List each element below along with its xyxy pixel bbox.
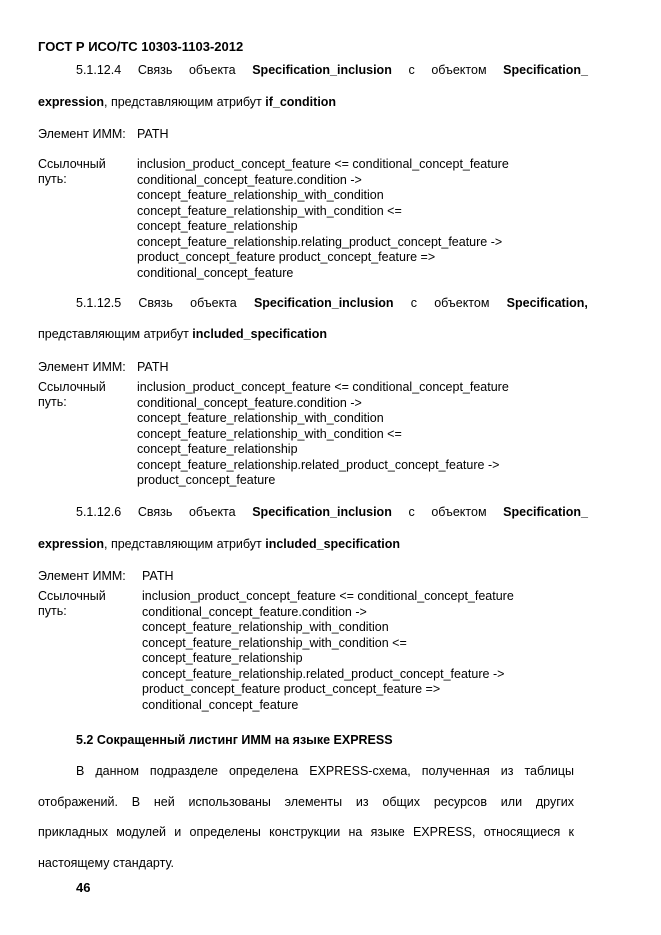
path-line: inclusion_product_concept_feature <= conditional_concept_feature bbox=[142, 589, 514, 603]
entity-name: Specification_ bbox=[503, 63, 588, 77]
ref-label: путь: bbox=[38, 172, 67, 186]
path-line: concept_feature_relationship_with_condition bbox=[137, 411, 384, 425]
path-line: concept_feature_relationship bbox=[137, 442, 298, 456]
title-text: , представляющим атрибут bbox=[104, 537, 266, 551]
paragraph-line bbox=[76, 764, 574, 778]
attribute-name: included_specification bbox=[192, 327, 328, 341]
paragraph-line bbox=[38, 856, 174, 870]
title-word: Связь bbox=[137, 63, 173, 77]
entity-name: Specification_ bbox=[503, 505, 588, 519]
ref-label: путь: bbox=[38, 395, 67, 409]
page-number: 46 bbox=[76, 880, 91, 895]
paragraph-text: прикладных модулей и определены конструкции на языке EXPRESS, относящиеся к bbox=[38, 825, 574, 839]
path-line: product_concept_feature bbox=[137, 473, 276, 487]
path-line: product_concept_feature product_concept_feature => bbox=[142, 682, 441, 696]
section-3-title-line-2 bbox=[38, 537, 400, 551]
paragraph-text: настоящему стандарту. bbox=[38, 856, 174, 870]
reference-path bbox=[142, 589, 514, 713]
title-text: , представляющим атрибут bbox=[104, 95, 266, 109]
section-2-title-line-2 bbox=[38, 327, 327, 341]
paragraph-line bbox=[38, 825, 574, 839]
entity-name: Specification_inclusion bbox=[253, 296, 394, 310]
reference-path bbox=[137, 380, 509, 489]
path-line: conditional_concept_feature bbox=[137, 265, 294, 280]
entity-name: Specification_inclusion bbox=[252, 505, 392, 519]
path-line: concept_feature_relationship_with_condition bbox=[142, 620, 389, 634]
entity-name: expression bbox=[38, 537, 105, 551]
path-line: conditional_concept_feature bbox=[142, 697, 299, 712]
path-line: product_concept_feature product_concept_feature => bbox=[137, 250, 436, 264]
ref-label: Ссылочный bbox=[38, 589, 106, 603]
title-word: объекта bbox=[190, 296, 237, 310]
title-word: с bbox=[408, 505, 415, 519]
ref-label: путь: bbox=[38, 604, 67, 618]
element-label: Элемент ИММ: bbox=[38, 569, 126, 583]
entity-name: Specification, bbox=[506, 296, 588, 310]
paragraph-text: В данном подразделе определена EXPRESS-схема, полученная из таблицы bbox=[76, 764, 574, 778]
element-value: PATH bbox=[137, 127, 169, 141]
title-word: Связь bbox=[137, 505, 173, 519]
section-1-title-line bbox=[76, 63, 588, 77]
title-word: объектом bbox=[431, 505, 487, 519]
path-line: concept_feature_relationship_with_condition <= bbox=[137, 203, 402, 218]
entity-name: expression bbox=[38, 95, 105, 109]
title-word: объектом bbox=[434, 296, 490, 310]
reference-path bbox=[137, 157, 509, 281]
path-line: conditional_concept_feature.condition -> bbox=[142, 604, 367, 619]
path-line: conditional_concept_feature.condition -> bbox=[137, 395, 362, 410]
section-number: 5.1.12.5 bbox=[76, 296, 122, 310]
element-value: PATH bbox=[137, 360, 169, 374]
paragraph-line bbox=[38, 795, 574, 809]
title-word: с bbox=[410, 296, 418, 310]
title-word: объекта bbox=[188, 505, 236, 519]
section-3-title-line bbox=[76, 505, 588, 519]
element-label: Элемент ИММ: bbox=[38, 360, 126, 374]
path-line: inclusion_product_concept_feature <= conditional_concept_feature bbox=[137, 380, 509, 394]
element-value: PATH bbox=[142, 569, 174, 583]
path-line: concept_feature_relationship_with_condition <= bbox=[142, 635, 407, 650]
section-number: 5.1.12.4 bbox=[76, 63, 122, 77]
path-line: concept_feature_relationship bbox=[142, 651, 303, 665]
title-word: Связь bbox=[138, 296, 173, 310]
path-line: concept_feature_relationship bbox=[137, 219, 298, 233]
path-line: concept_feature_relationship.related_product_concept_feature -> bbox=[142, 666, 505, 681]
title-word: объектом bbox=[431, 63, 487, 77]
section-2-title-line bbox=[76, 296, 588, 310]
title-word: с bbox=[408, 63, 415, 77]
section-number: 5.1.12.6 bbox=[76, 505, 122, 519]
section-1-title-line-2 bbox=[38, 95, 336, 109]
path-line: concept_feature_relationship_with_condition <= bbox=[137, 426, 402, 441]
element-label: Элемент ИММ: bbox=[38, 127, 126, 141]
title-text: представляющим атрибут bbox=[38, 327, 193, 341]
path-line: concept_feature_relationship.relating_product_concept_feature -> bbox=[137, 234, 503, 249]
path-line: concept_feature_relationship.related_product_concept_feature -> bbox=[137, 457, 500, 472]
ref-label: Ссылочный bbox=[38, 380, 106, 394]
paragraph-text: отображений. В ней использованы элементы из общих ресурсов или других bbox=[38, 795, 574, 809]
attribute-name: included_specification bbox=[265, 537, 400, 551]
ref-label: Ссылочный bbox=[38, 157, 106, 171]
path-line: concept_feature_relationship_with_condition bbox=[137, 188, 384, 202]
title-word: объекта bbox=[188, 63, 236, 77]
path-line: conditional_concept_feature.condition -> bbox=[137, 172, 362, 187]
document-header: ГОСТ Р ИСО/ТС 10303-1103-2012 bbox=[38, 39, 244, 54]
section-heading: 5.2 Сокращенный листинг ИММ на языке EXPRESS bbox=[76, 733, 393, 747]
path-line: inclusion_product_concept_feature <= conditional_concept_feature bbox=[137, 157, 509, 171]
entity-name: Specification_inclusion bbox=[252, 63, 392, 77]
attribute-name: if_condition bbox=[265, 95, 337, 109]
